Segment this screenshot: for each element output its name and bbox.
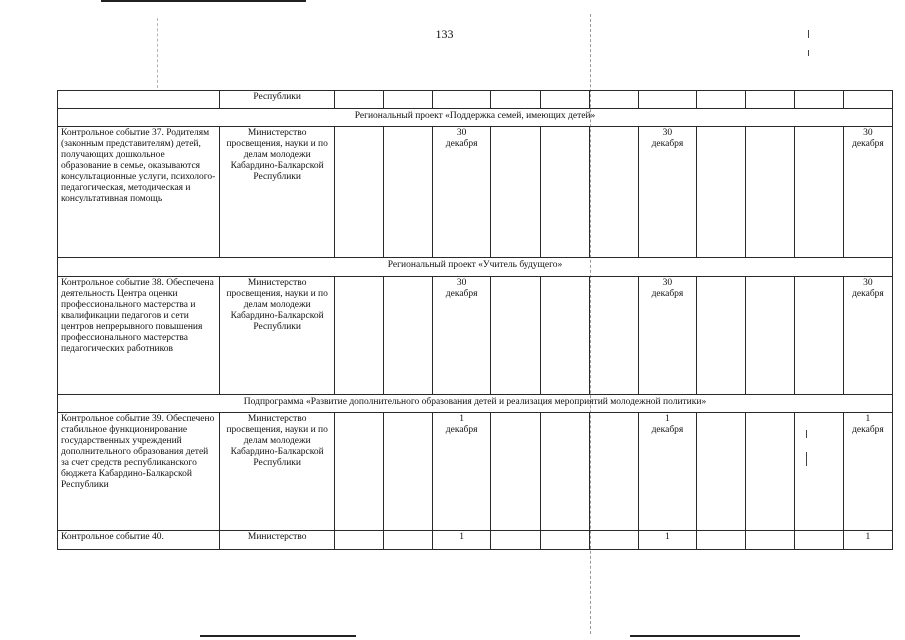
date-cell: 1 [433, 531, 491, 550]
section-header-row [58, 258, 893, 277]
org-cell: Министерство просвещения, науки и по делам молодежи Кабардино-Балкарской Республики [220, 277, 335, 395]
scan-artifact-fragment [808, 50, 809, 56]
date-cell: 30 декабря [843, 277, 892, 395]
section-title: Подпрограмма «Развитие дополнительного образования детей и реализация мероприятий молодежной политики» [58, 395, 893, 413]
page-number: 133 [435, 27, 454, 41]
event-cell: Контрольное событие 40. [58, 531, 220, 550]
empty-cell [384, 413, 433, 531]
date-cell: 30 декабря [843, 127, 892, 258]
empty-cell [745, 531, 794, 550]
empty-cell [490, 413, 540, 531]
date-cell: 1 [843, 531, 892, 550]
empty-cell [696, 277, 745, 395]
empty-cell [696, 91, 745, 109]
table-row [58, 127, 893, 258]
empty-cell [794, 127, 843, 258]
event-cell: Контрольное событие 37. Родителям (законным представителям) детей, получающих дошкольное образование в семье, оказываются консультационные услуги, психолого-педагогическая, методическая и консультативная помощь [58, 127, 220, 258]
date-cell: 30 декабря [433, 277, 491, 395]
table-row [58, 277, 893, 395]
empty-cell [745, 413, 794, 531]
date-cell: 30 декабря [433, 127, 491, 258]
empty-cell [541, 413, 590, 531]
empty-cell [335, 91, 384, 109]
empty-cell [590, 531, 639, 550]
empty-cell [335, 277, 384, 395]
event-cell: Контрольное событие 39. Обеспечено стабильное функционирование государственных учреждений дополнительного образования детей за счет средств республиканского бюджета Кабардино-Балкарской Республики [58, 413, 220, 531]
empty-cell [541, 127, 590, 258]
table-row [58, 531, 893, 550]
empty-cell [490, 91, 540, 109]
event-cell [58, 91, 220, 109]
empty-cell [794, 277, 843, 395]
empty-cell [335, 413, 384, 531]
empty-cell [696, 127, 745, 258]
org-cell: Республики [220, 91, 335, 109]
empty-cell [384, 277, 433, 395]
empty-cell [335, 531, 384, 550]
empty-cell [745, 91, 794, 109]
scan-artifact-top-line [101, 0, 306, 2]
empty-cell [541, 277, 590, 395]
empty-cell [590, 413, 639, 531]
empty-cell [590, 127, 639, 258]
date-cell: 1 декабря [639, 413, 697, 531]
empty-cell [590, 277, 639, 395]
empty-cell [541, 531, 590, 550]
empty-cell [794, 91, 843, 109]
empty-cell [745, 127, 794, 258]
empty-cell [794, 413, 843, 531]
date-cell: 1 декабря [843, 413, 892, 531]
date-cell: 1 [639, 531, 697, 550]
empty-cell [541, 91, 590, 109]
date-cell: 1 декабря [433, 413, 491, 531]
date-cell: 30 декабря [639, 277, 697, 395]
empty-cell [696, 413, 745, 531]
empty-cell [590, 91, 639, 109]
table-row [58, 91, 893, 109]
org-cell: Министерство [220, 531, 335, 550]
org-cell: Министерство просвещения, науки и по делам молодежи Кабардино-Балкарской Республики [220, 127, 335, 258]
empty-cell [794, 531, 843, 550]
empty-cell [639, 91, 697, 109]
scan-artifact-bottom-line-right [630, 635, 800, 637]
empty-cell [433, 91, 491, 109]
empty-cell [490, 277, 540, 395]
org-cell: Министерство просвещения, науки и по делам молодежи Кабардино-Балкарской Республики [220, 413, 335, 531]
empty-cell [843, 91, 892, 109]
empty-cell [384, 91, 433, 109]
empty-cell [384, 531, 433, 550]
empty-cell [490, 127, 540, 258]
empty-cell [384, 127, 433, 258]
empty-cell [696, 531, 745, 550]
section-title: Региональный проект «Поддержка семей, имеющих детей» [58, 109, 893, 127]
section-header-row [58, 109, 893, 127]
section-title: Региональный проект «Учитель будущего» [58, 258, 893, 277]
empty-cell [490, 531, 540, 550]
empty-cell [745, 277, 794, 395]
event-cell: Контрольное событие 38. Обеспечена деятельность Центра оценки профессионального мастерства и квалификации педагогов и сети центров непрерывного повышения профессионального мастерства педагогических работников [58, 277, 220, 395]
date-cell: 30 декабря [639, 127, 697, 258]
scan-artifact-bottom-line-left [200, 635, 356, 637]
plan-table [57, 90, 893, 550]
empty-cell [335, 127, 384, 258]
table-row [58, 413, 893, 531]
section-header-row [58, 395, 893, 413]
